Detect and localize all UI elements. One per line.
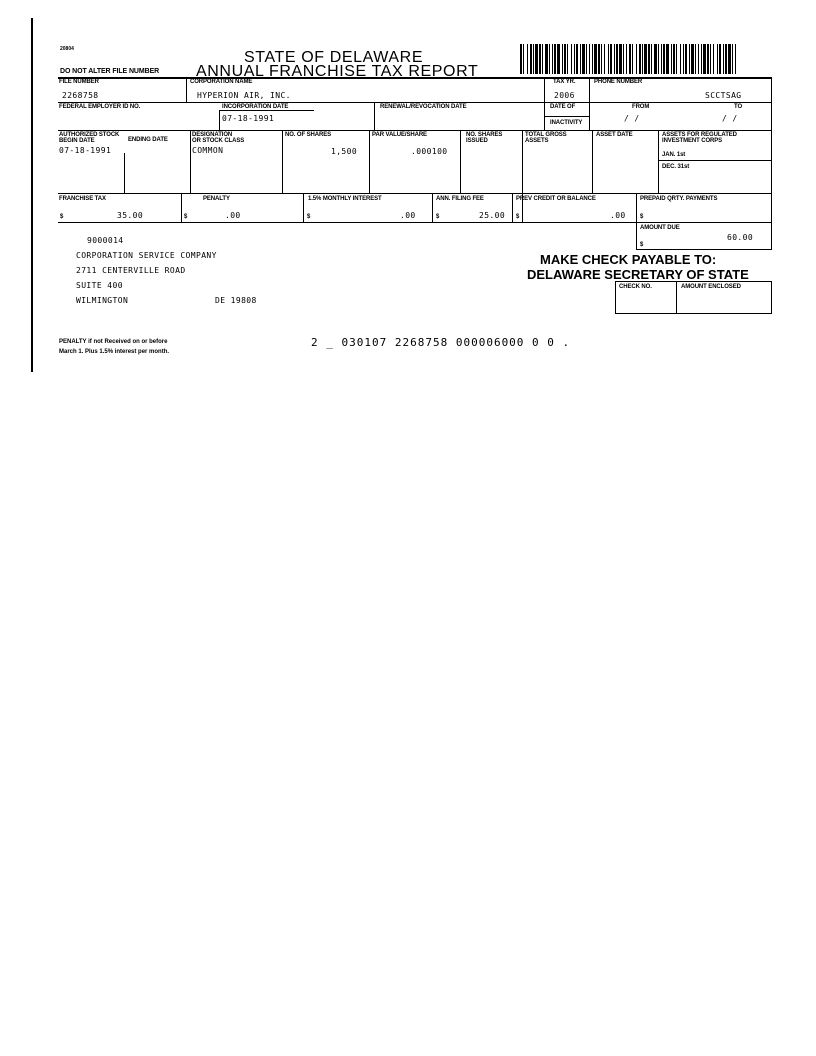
- incorporation-date-label: INCORPORATION DATE: [222, 104, 289, 110]
- ending-date-label: ENDING DATE: [128, 137, 168, 143]
- barcode: [520, 44, 740, 74]
- file-number-value: 2268758: [62, 91, 99, 100]
- address-state-zip: DE 19808: [215, 296, 257, 305]
- barcode-bar: [530, 44, 532, 74]
- to-date-value: / /: [722, 114, 738, 123]
- prev-credit-dollar: $: [516, 214, 520, 220]
- barcode-bar: [576, 44, 578, 74]
- asset-date-label: ASSET DATE: [596, 132, 633, 138]
- barcode-bar: [648, 44, 650, 74]
- barcode-bar: [557, 44, 560, 74]
- phone-number-label: PHONE NUMBER: [594, 79, 643, 85]
- barcode-bar: [713, 44, 714, 74]
- barcode-bar: [663, 44, 665, 74]
- barcode-bar: [683, 44, 684, 74]
- barcode-bar: [695, 44, 696, 74]
- barcode-bar: [725, 44, 727, 74]
- barcode-bar: [610, 44, 612, 74]
- address-line2: 2711 CENTERVILLE ROAD: [76, 266, 186, 275]
- do-not-alter-notice: DO NOT ALTER FILE NUMBER: [60, 68, 160, 75]
- inactivity-label: INACTIVITY: [550, 120, 583, 126]
- barcode-bar: [691, 44, 694, 74]
- barcode-bar: [574, 44, 575, 74]
- ocr-scan-line: 2 _ 030107 2268758 000006000 0 0 .: [311, 336, 571, 349]
- date-of-label: DATE OF: [550, 104, 576, 110]
- barcode-bar: [562, 44, 563, 74]
- barcode-bar: [685, 44, 687, 74]
- barcode-bar: [723, 44, 724, 74]
- barcode-bar: [717, 44, 718, 74]
- barcode-bar: [651, 44, 652, 74]
- barcode-bar: [598, 44, 600, 74]
- prepaid-label: PREPAID QRTY. PAYMENTS: [640, 196, 718, 202]
- file-number-label: FILE NUMBER: [59, 79, 99, 85]
- amount-enclosed-label: AMOUNT ENCLOSED: [681, 284, 741, 290]
- barcode-bar: [689, 44, 690, 74]
- barcode-bar: [604, 44, 605, 74]
- barcode-bar: [608, 44, 609, 74]
- barcode-bar: [614, 44, 615, 74]
- payable-line2: DELAWARE SECRETARY OF STATE: [527, 267, 749, 282]
- interest-value: .00: [400, 211, 416, 220]
- barcode-bar: [710, 44, 711, 74]
- address-line1: CORPORATION SERVICE COMPANY: [76, 251, 217, 260]
- barcode-bar: [592, 44, 593, 74]
- barcode-bar: [658, 44, 659, 74]
- barcode-bar: [636, 44, 637, 74]
- franchise-tax-dollar: $: [60, 214, 64, 220]
- barcode-bar: [632, 44, 633, 74]
- stock-class-value: COMMON: [192, 146, 224, 155]
- barcode-bar: [539, 44, 541, 74]
- barcode-bar: [719, 44, 721, 74]
- check-no-label: CHECK NO.: [619, 284, 652, 290]
- total-gross-label: TOTAL GROSS: [525, 132, 567, 138]
- penalty-value: .00: [225, 211, 241, 220]
- barcode-bar: [698, 44, 699, 74]
- tax-yr-value: 2006: [554, 91, 575, 100]
- barcode-bar: [654, 44, 657, 74]
- filing-fee-value: 25.00: [479, 211, 506, 220]
- franchise-tax-value: 35.00: [117, 211, 144, 220]
- barcode-bar: [523, 44, 524, 74]
- jan-1st-label: JAN. 1st: [662, 152, 686, 158]
- corporation-name-value: HYPERION AIR, INC.: [197, 91, 291, 100]
- barcode-bar: [728, 44, 731, 74]
- tax-yr-label: TAX YR.: [553, 79, 576, 85]
- barcode-bar: [549, 44, 550, 74]
- barcode-bar: [533, 44, 534, 74]
- issued-label: ISSUED: [466, 138, 488, 144]
- assets-regulated-label: ASSETS FOR REGULATED: [662, 132, 737, 138]
- authorized-stock-label: AUTHORIZED STOCK: [59, 132, 120, 138]
- barcode-bar: [520, 44, 522, 74]
- barcode-bar: [601, 44, 602, 74]
- barcode-bar: [676, 44, 677, 74]
- barcode-bar: [707, 44, 709, 74]
- barcode-bar: [671, 44, 672, 74]
- barcode-bar: [582, 44, 585, 74]
- interest-dollar: $: [307, 214, 311, 220]
- monthly-interest-label: 1.5% MONTHLY INTEREST: [308, 196, 382, 202]
- no-shares-label: NO. SHARES: [466, 132, 503, 138]
- from-date-value: / /: [624, 114, 640, 123]
- barcode-bar: [542, 44, 543, 74]
- amount-due-label: AMOUNT DUE: [640, 225, 680, 231]
- prepaid-dollar: $: [640, 214, 644, 220]
- penalty-label: PENALTY: [203, 196, 230, 202]
- barcode-bar: [580, 44, 581, 74]
- penalty-dollar: $: [184, 214, 188, 220]
- penalty-note-1: PENALTY if not Received on or before: [59, 339, 168, 345]
- dec-31st-label: DEC. 31st: [662, 164, 690, 170]
- prev-credit-label: PREV CREDIT OR BALANCE: [516, 196, 596, 202]
- to-label: TO: [734, 104, 743, 110]
- federal-employer-id-label: FEDERAL EMPLOYER ID NO.: [59, 104, 141, 110]
- barcode-bar: [629, 44, 631, 74]
- from-label: FROM: [632, 104, 650, 110]
- designation-label: DESIGNATION: [192, 132, 233, 138]
- barcode-bar: [586, 44, 587, 74]
- barcode-bar: [552, 44, 553, 74]
- barcode-bar: [666, 44, 669, 74]
- assets-label: ASSETS: [525, 138, 549, 144]
- stock-class-label: OR STOCK CLASS: [192, 138, 245, 144]
- form-code: 20804: [60, 46, 74, 52]
- phone-number-value: SCCTSAG: [705, 91, 742, 100]
- barcode-bar: [626, 44, 627, 74]
- renewal-revocation-date-label: RENEWAL/REVOCATION DATE: [380, 104, 467, 110]
- form-title-report: ANNUAL FRANCHISE TAX REPORT: [196, 63, 479, 80]
- amount-due-value: 60.00: [727, 233, 754, 242]
- barcode-bar: [571, 44, 572, 74]
- barcode-bar: [680, 44, 681, 74]
- barcode-bar: [527, 44, 528, 74]
- par-value-value: .000100: [411, 147, 448, 156]
- barcode-bar: [545, 44, 548, 74]
- barcode-bar: [644, 44, 647, 74]
- prev-credit-value: .00: [610, 211, 626, 220]
- barcode-bar: [594, 44, 597, 74]
- barcode-bar: [642, 44, 643, 74]
- filing-fee-dollar: $: [436, 214, 440, 220]
- barcode-bar: [589, 44, 590, 74]
- barcode-bar: [703, 44, 706, 74]
- barcode-bar: [639, 44, 641, 74]
- penalty-note-2: March 1. Plus 1.5% interest per month.: [59, 349, 170, 355]
- amount-due-dollar: $: [640, 242, 644, 248]
- margin-line: [31, 18, 33, 372]
- filing-fee-label: ANN. FILING FEE: [436, 196, 484, 202]
- barcode-bar: [564, 44, 566, 74]
- barcode-bar: [623, 44, 624, 74]
- par-value-label: PAR VALUE/SHARE: [372, 132, 427, 138]
- begin-date-label: BEGIN DATE: [59, 138, 95, 144]
- barcode-bar: [701, 44, 702, 74]
- investment-corps-label: INVESTMENT CORPS: [662, 138, 723, 144]
- barcode-bar: [616, 44, 618, 74]
- no-of-shares-value: 1,500: [331, 147, 358, 156]
- payable-line1: MAKE CHECK PAYABLE TO:: [540, 252, 717, 267]
- address-id: 9000014: [87, 236, 124, 245]
- barcode-bar: [619, 44, 622, 74]
- begin-date-value: 07-18-1991: [59, 146, 112, 155]
- franchise-tax-label: FRANCHISE TAX: [59, 196, 106, 202]
- barcode-bar: [673, 44, 675, 74]
- barcode-bar: [735, 44, 736, 74]
- address-line3: SUITE 400: [76, 281, 123, 290]
- barcode-bar: [554, 44, 556, 74]
- barcode-bar: [732, 44, 733, 74]
- address-city: WILMINGTON: [76, 296, 129, 305]
- incorporation-date-value: 07-18-1991: [222, 114, 275, 123]
- barcode-bar: [567, 44, 568, 74]
- corporation-name-label: CORPORATION NAME: [190, 79, 253, 85]
- barcode-bar: [661, 44, 662, 74]
- barcode-bar: [535, 44, 538, 74]
- form-title-state: STATE OF DELAWARE: [244, 49, 424, 66]
- no-of-shares-label: NO. OF SHARES: [285, 132, 332, 138]
